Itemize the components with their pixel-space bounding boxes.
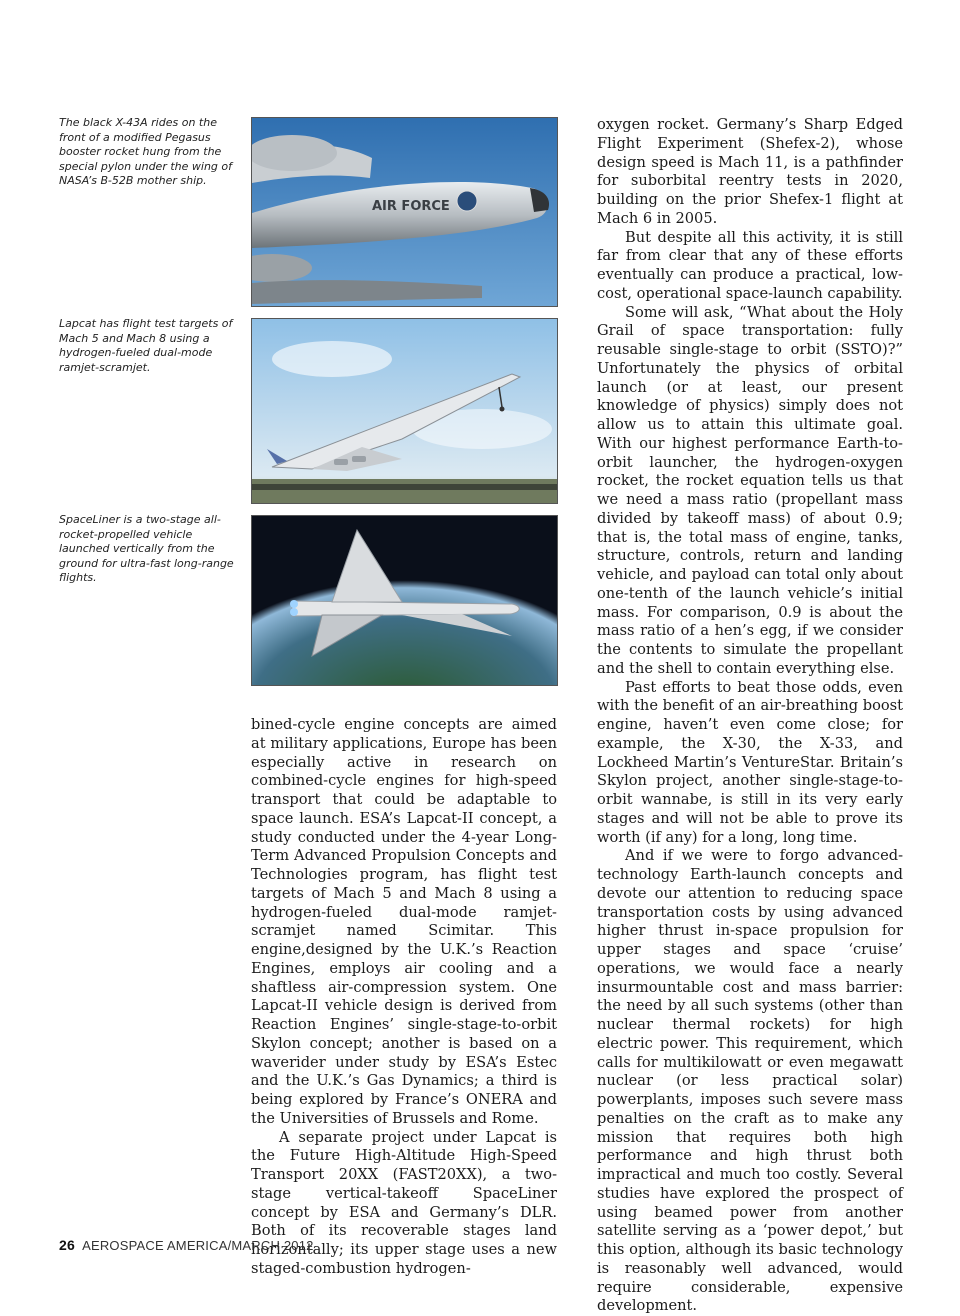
- air-force-lettering: AIR FORCE: [372, 199, 450, 214]
- publication-line: AEROSPACE AMERICA/MARCH 2012: [82, 1238, 314, 1253]
- paragraph: oxygen rocket. Germany’s Sharp Edged Flight Experiment (Shefex-2), whose design speed is Mach 11, is a pathfinder for suborbital reentry tests in 2020, building on the prior Shefex-1 flight at Mach 6 in 2005.: [597, 116, 903, 227]
- photo-x43a-b52: [251, 117, 558, 307]
- text-column-middle: [251, 716, 557, 1279]
- caption-x43a: The black X-43A rides on the front of a modified Pegasus booster rocket hung from the special pylon under the wing of NASA’s B-52B mother ship.: [59, 116, 232, 187]
- caption-spaceliner: SpaceLiner is a two-stage all-rocket-propelled vehicle launched vertically from the ground for ultra-fast long-range flights.: [59, 513, 234, 584]
- text-column-right: [597, 116, 903, 1316]
- paragraph: And if we were to forgo advanced-technology Earth-launch concepts and devote our attention to reducing space transportation costs by using advanced higher thrust in-space propulsion for upper stages and space ‘cruise’ operations, we would face a nearly insurmountable cost and mass barrier: the need by all such systems (other than nuclear thermal rockets) for high electric power. This requirement, which calls for multikilowatt or even megawatt nuclear (or less practical solar) powerplants, imposes such severe mass penalties on the craft as to make any mission that requires both high performance and high thrust both impractical and much too costly. Several studies have explored the prospect of using beamed power from another satellite serving as a ‘power depot,’ but this option, although its basic technology is reasonably well advanced, would require considerable, expensive development.: [597, 847, 903, 1315]
- page-footer: [59, 1237, 314, 1253]
- caption-lapcat: Lapcat has flight test targets of Mach 5 and Mach 8 using a hydrogen-fueled dual-mode ramjet-scramjet.: [59, 317, 233, 374]
- paragraph: Some will ask, “What about the Holy Grail of space transportation: fully reusable single-stage to orbit (SSTO)?” Unfortunately the physics of orbital launch (or at least, our present knowledge of physics) simply does not allow us to attain this ultimate goal. With our highest performance Earth-to-orbit launcher, the hydrogen-oxygen rocket, the rocket equation tells us that we need a mass ratio (propellant mass divided by takeoff mass) of about 0.9; that is, the total mass of engine, tanks, structure, controls, return and landing vehicle, and payload can total only about one-tenth of the launch vehicle’s initial mass. For comparison, 0.9 is about the mass ratio of a hen’s egg, if we consider the contents to simulate the propellant and the shell to contain everything else.: [597, 303, 903, 677]
- photo-lapcat: [251, 318, 558, 504]
- paragraph: Past efforts to beat those odds, even with the benefit of an air-breathing boost engine, haven’t even come close; for example, the X-30, the X-33, and Lockheed Martin’s VentureStar. Britain’s Skylon project, another single-stage-to-orbit wannabe, is still in its very early stages and will not be able to prove its worth (if any) for a long, long time.: [597, 678, 903, 846]
- paragraph: But despite all this activity, it is still far from clear that any of these efforts eventually can produce a practical, low-cost, operational space-launch capability.: [597, 228, 903, 302]
- page-number: 26: [59, 1237, 75, 1253]
- paragraph: bined-cycle engine concepts are aimed at military applications, Europe has been especially active in research on combined-cycle engines for high-speed transport that could be adaptable to space launch. ESA’s Lapcat-II concept, a study conducted under the 4-year Long-Term Advanced Propulsion Concepts and Technologies program, has flight test targets of Mach 5 and Mach 8 using a hydrogen-fueled dual-mode ramjet-scramjet named Scimitar. This engine,designed by the U.K.’s Reaction Engines, employs air cooling and a shaftless air-compression system. One Lapcat-II vehicle design is derived from Reaction Engines’ single-stage-to-orbit Skylon concept; another is based on a waverider under study by ESA’s Estec and the U.K.’s Gas Dynamics; a third is being explored by France’s ONERA and the Universities of Brussels and Rome.: [251, 716, 557, 1127]
- paragraph: A separate project under Lapcat is the Future High-Altitude High-Speed Transport 20XX (FAST20XX), a two-stage vertical-takeoff SpaceLiner concept by ESA and Germany’s DLR. Both of its recoverable stages land horizontally; its upper stage uses a new staged-combustion hydrogen-: [251, 1128, 557, 1277]
- photo-spaceliner: [251, 515, 558, 686]
